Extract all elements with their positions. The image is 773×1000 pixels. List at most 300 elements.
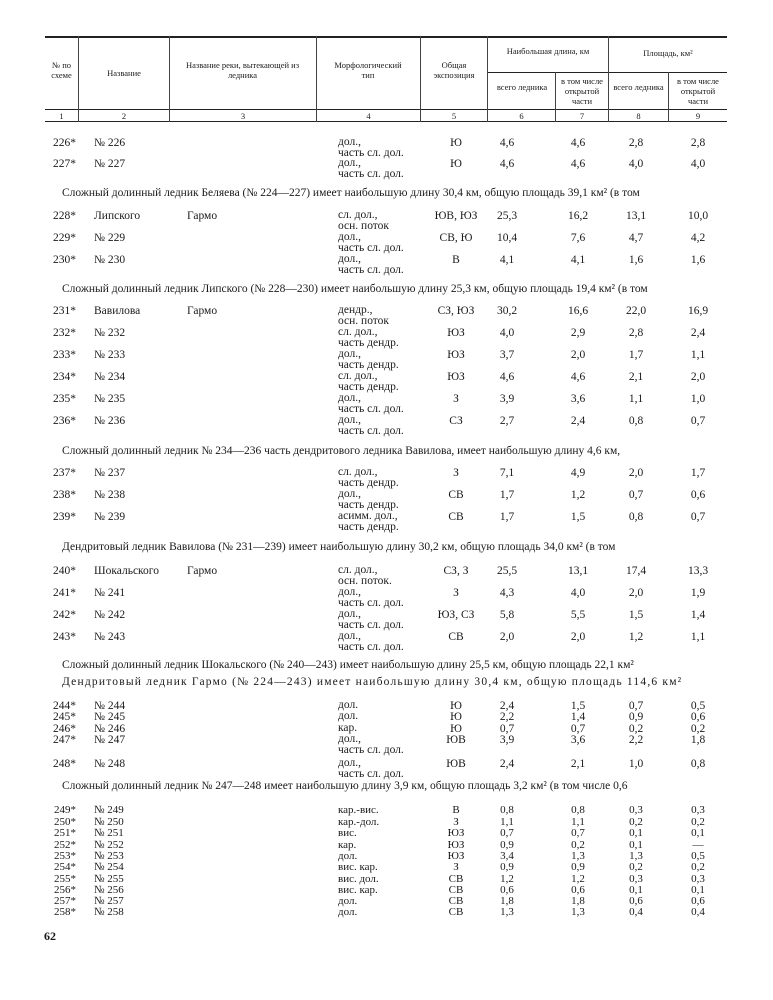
cell-name: № 250 [94, 816, 124, 828]
cell-area: 0,1 [629, 827, 643, 839]
cell-name: Шокальского [94, 565, 159, 577]
header-colnum: 8 [636, 111, 641, 121]
cell-exp: Ю [450, 711, 462, 723]
cell-name: Вавилова [94, 305, 141, 317]
cell-len: 1,2 [500, 873, 514, 885]
cell-no: 229* [53, 232, 76, 244]
cell-exp: ЮЗ [447, 349, 465, 361]
cell-name: № 244 [94, 700, 126, 712]
cell-no: 227* [53, 158, 76, 170]
cell-area: 0,3 [629, 873, 643, 885]
cell-no: 233* [53, 349, 76, 361]
morph-line: сл. дол., [338, 209, 378, 221]
cell-area: 2,8 [628, 137, 644, 149]
cell-open: 0,8 [571, 804, 585, 816]
header-colnum: 7 [579, 111, 585, 121]
cell-morph [338, 305, 389, 327]
cell-oarea: — [692, 839, 704, 851]
cell-no: 243* [53, 631, 76, 643]
cell-open: 2,1 [570, 758, 586, 770]
cell-name: № 246 [94, 723, 126, 735]
cell-oarea: 13,3 [687, 565, 709, 577]
table-row [0, 136, 773, 159]
cell-area: 0,1 [629, 839, 643, 851]
cell-name: № 257 [94, 895, 124, 907]
cell-oarea: 1,1 [690, 349, 706, 361]
cell-area: 0,6 [629, 895, 643, 907]
header-group-length: Наибольшая длина, км [506, 46, 590, 56]
cell-morph [338, 467, 399, 489]
table-row [0, 907, 773, 917]
cell-exp: ЮЗ [447, 371, 465, 383]
cell-oarea: 0,6 [691, 895, 705, 907]
cell-len: 3,7 [499, 349, 515, 361]
cell-open: 2,9 [570, 327, 586, 339]
cell-name: № 234 [94, 371, 126, 383]
cell-name: № 243 [94, 631, 126, 643]
morph-line: дол., [338, 757, 361, 769]
morph-line: асимм. дол., [338, 510, 398, 522]
table-row [0, 304, 773, 327]
cell-river: Гармо [187, 305, 218, 317]
cell-no: 248* [53, 758, 76, 770]
cell-open: 1,2 [571, 873, 585, 885]
morph-line: сл. дол., [338, 370, 378, 382]
cell-oarea: 1,0 [690, 393, 706, 405]
morph-line: дол., [338, 157, 361, 169]
cell-exp: СВ [448, 906, 464, 918]
cell-no: 230* [53, 254, 76, 266]
cell-morph [338, 254, 404, 276]
cell-len: 1,1 [500, 816, 514, 828]
cell-oarea: 0,2 [691, 861, 705, 873]
cell-morph [338, 511, 399, 533]
cell-len: 4,0 [499, 327, 515, 339]
cell-area: 2,0 [628, 467, 644, 479]
cell-morph [338, 565, 392, 587]
table-row [0, 231, 773, 254]
cell-no: 251* [54, 827, 76, 839]
cell-open: 4,0 [570, 587, 586, 599]
summary-line: Сложный долинный ледник Беляева (№ 224—227) имеет наибольшую длину 30,4 км, общую площадь 39,1 км² (в том [62, 187, 640, 199]
morph-line: сл. дол., [338, 326, 378, 338]
cell-area: 2,8 [628, 327, 644, 339]
table-row [0, 488, 773, 511]
cell-no: 242* [53, 609, 76, 621]
cell-name: № 236 [94, 415, 126, 427]
cell-name: № 242 [94, 609, 126, 621]
cell-morph: кар.-вис. [338, 804, 379, 816]
cell-no: 241* [53, 587, 76, 599]
cell-oarea: 0,8 [690, 758, 706, 770]
cell-morph [338, 371, 399, 393]
morph-line: дол., [338, 136, 361, 148]
cell-no: 252* [54, 839, 76, 851]
cell-morph: дол. [338, 699, 359, 711]
table-row [0, 896, 773, 906]
cell-area: 4,0 [628, 158, 644, 170]
header-col5: Общая экспозиция [433, 60, 475, 80]
cell-no: 256* [54, 884, 76, 896]
cell-no: 228* [53, 210, 76, 222]
morph-line: часть дендр. [338, 499, 399, 511]
cell-len: 0,9 [500, 861, 514, 873]
cell-open: 2,4 [570, 415, 586, 427]
cell-morph [338, 609, 404, 631]
cell-morph [338, 137, 404, 159]
header-col4: Морфологический тип [334, 60, 402, 80]
cell-area: 1,7 [628, 349, 644, 361]
cell-area: 4,7 [628, 232, 644, 244]
cell-name: № 229 [94, 232, 126, 244]
morph-line: дол., [338, 392, 361, 404]
cell-area: 2,1 [628, 371, 644, 383]
cell-area: 1,2 [628, 631, 644, 643]
cell-open: 7,6 [570, 232, 586, 244]
cell-open: 2,0 [570, 349, 586, 361]
header-group-rule [487, 72, 727, 73]
cell-oarea: 0,6 [690, 711, 706, 723]
cell-len: 0,9 [500, 839, 514, 851]
morph-line: дол., [338, 586, 361, 598]
morph-line: дол., [338, 253, 361, 265]
cell-len: 30,2 [496, 305, 518, 317]
cell-morph: дол. [338, 710, 359, 722]
summary-line: Дендритовый ледник Вавилова (№ 231—239) имеет наибольшую длину 30,2 км, общую площадь 34,0 км² (в том [62, 541, 616, 553]
cell-open: 1,2 [570, 489, 586, 501]
cell-name: № 255 [94, 873, 124, 885]
cell-open: 1,4 [570, 711, 586, 723]
cell-name: № 239 [94, 511, 126, 523]
cell-morph [338, 415, 404, 437]
cell-exp: СВ [448, 489, 464, 501]
table-row [0, 326, 773, 349]
cell-morph: вис. [338, 827, 357, 839]
col-divider [78, 36, 79, 122]
cell-open: 1,3 [571, 906, 585, 918]
cell-oarea: 0,1 [691, 827, 705, 839]
cell-river: Гармо [187, 565, 218, 577]
header-colnum: 6 [519, 111, 524, 121]
header-col1: № по схеме [51, 60, 72, 80]
cell-oarea: 1,8 [690, 734, 706, 746]
cell-open: 1,5 [570, 511, 586, 523]
cell-exp: СЗ [449, 415, 463, 427]
header-colnum: 1 [59, 111, 64, 121]
cell-area: 0,9 [628, 711, 644, 723]
cell-oarea: 0,3 [691, 873, 705, 885]
cell-oarea: 10,0 [687, 210, 709, 222]
morph-line: часть сл. дол. [338, 744, 404, 756]
cell-exp: ЮВ [446, 734, 466, 746]
cell-len: 3,4 [500, 850, 514, 862]
cell-open: 0,9 [571, 861, 585, 873]
table-row [0, 608, 773, 631]
cell-len: 2,7 [499, 415, 515, 427]
cell-no: 236* [53, 415, 76, 427]
cell-no: 245* [53, 711, 76, 723]
cell-name: № 233 [94, 349, 126, 361]
table-row [0, 874, 773, 884]
cell-area: 1,1 [628, 393, 644, 405]
cell-exp: ЮЗ [447, 850, 465, 862]
table-row [0, 370, 773, 393]
header-col3: Название реки, вытекающей из ледника [185, 60, 300, 80]
cell-oarea: 4,0 [690, 158, 706, 170]
cell-exp: З [453, 393, 459, 405]
cell-name: № 247 [94, 734, 126, 746]
table-row [0, 564, 773, 587]
cell-morph [338, 393, 404, 415]
cell-area: 0,3 [629, 804, 643, 816]
header-bottom-rule [45, 121, 727, 122]
morph-line: часть дендр. [338, 337, 399, 349]
cell-len: 2,4 [499, 758, 515, 770]
cell-open: 0,7 [570, 723, 586, 735]
col-divider [608, 36, 609, 122]
morph-line: часть сл. дол. [338, 425, 404, 437]
cell-name: № 249 [94, 804, 124, 816]
cell-morph [338, 349, 399, 371]
morph-line: дол., [338, 608, 361, 620]
cell-no: 235* [53, 393, 76, 405]
cell-morph [338, 758, 404, 780]
cell-open: 16,2 [567, 210, 589, 222]
cell-area: 0,2 [629, 861, 643, 873]
morph-line: часть дендр. [338, 521, 399, 533]
cell-no: 257* [54, 895, 76, 907]
cell-oarea: 1,1 [690, 631, 706, 643]
morph-line: дол., [338, 414, 361, 426]
cell-name: № 248 [94, 758, 126, 770]
table-row [0, 392, 773, 415]
cell-name: № 238 [94, 489, 126, 501]
table-row [0, 414, 773, 437]
col-divider [316, 36, 317, 122]
cell-len: 5,8 [499, 609, 515, 621]
cell-name: № 251 [94, 827, 124, 839]
table-row [0, 253, 773, 276]
morph-line: дол., [338, 231, 361, 243]
cell-name: № 237 [94, 467, 126, 479]
cell-no: 255* [54, 873, 76, 885]
cell-oarea: 2,8 [690, 137, 706, 149]
cell-len: 1,8 [500, 895, 514, 907]
cell-name: № 230 [94, 254, 126, 266]
table-row [0, 805, 773, 815]
header-colnum: 4 [366, 111, 371, 121]
cell-oarea: 2,0 [690, 371, 706, 383]
cell-len: 4,6 [499, 158, 515, 170]
cell-exp: З [453, 816, 459, 828]
header-colnum: 5 [451, 111, 457, 121]
cell-exp: СВ [448, 631, 464, 643]
cell-oarea: 0,2 [690, 723, 706, 735]
cell-oarea: 0,7 [690, 415, 706, 427]
cell-oarea: 0,1 [691, 884, 705, 896]
cell-open: 3,6 [570, 734, 586, 746]
cell-area: 0,8 [628, 511, 644, 523]
morph-line: часть сл. дол. [338, 403, 404, 415]
morph-line: часть сл. дол. [338, 264, 404, 276]
header-col8: всего ледника [613, 82, 664, 92]
cell-morph [338, 158, 404, 180]
cell-morph: дол. [338, 906, 358, 918]
cell-area: 1,3 [629, 850, 643, 862]
header-col2: Название [107, 68, 141, 78]
cell-name: № 256 [94, 884, 124, 896]
summary-line: Сложный долинный ледник № 247—248 имеет наибольшую длину 3,9 км, общую площадь 3,2 км² (в том числе 0,6 [62, 780, 628, 792]
cell-morph: вис. дол. [338, 873, 379, 885]
cell-exp: Ю [450, 700, 462, 712]
cell-no: 226* [53, 137, 76, 149]
morph-line: дол., [338, 733, 361, 745]
cell-name: № 226 [94, 137, 126, 149]
header-col7: в том числе открытой части [561, 76, 603, 106]
cell-name: № 232 [94, 327, 126, 339]
cell-exp: СВ [448, 873, 464, 885]
cell-oarea: 4,2 [690, 232, 706, 244]
cell-no: 250* [54, 816, 76, 828]
cell-len: 10,4 [496, 232, 518, 244]
cell-open: 4,1 [570, 254, 586, 266]
cell-exp: СЗ, З [443, 565, 469, 577]
cell-morph [338, 327, 399, 349]
cell-name: № 227 [94, 158, 126, 170]
cell-name: № 253 [94, 850, 124, 862]
table-row [0, 851, 773, 861]
cell-name: № 235 [94, 393, 126, 405]
header-top-rule [45, 36, 727, 38]
cell-oarea: 1,4 [690, 609, 706, 621]
cell-area: 0,4 [629, 906, 643, 918]
cell-area: 1,6 [628, 254, 644, 266]
cell-len: 2,0 [499, 631, 515, 643]
cell-area: 0,1 [629, 884, 643, 896]
cell-no: 249* [54, 804, 76, 816]
morph-line: дол., [338, 488, 361, 500]
cell-oarea: 2,4 [690, 327, 706, 339]
cell-no: 234* [53, 371, 76, 383]
morph-line: осн. поток. [338, 575, 392, 587]
cell-name: № 254 [94, 861, 124, 873]
morph-line: часть дендр. [338, 477, 399, 489]
cell-len: 1,3 [500, 906, 514, 918]
morph-line: часть сл. дол. [338, 619, 404, 631]
cell-no: 238* [53, 489, 76, 501]
cell-morph [338, 489, 399, 511]
cell-open: 4,6 [570, 137, 586, 149]
cell-len: 0,6 [500, 884, 514, 896]
cell-len: 4,3 [499, 587, 515, 599]
cell-morph: кар. [338, 839, 357, 851]
summary-line: Дендритовый ледник Гармо (№ 224—243) имеет наибольшую длину 30,4 км, общую площадь 114,6 км² [62, 676, 683, 688]
cell-morph [338, 232, 404, 254]
header-mid-rule [45, 109, 727, 110]
morph-line: осн. поток [338, 220, 390, 232]
cell-exp: ЮЗ [447, 827, 465, 839]
cell-len: 0,8 [500, 804, 514, 816]
cell-exp: Ю [450, 137, 462, 149]
cell-morph [338, 734, 404, 756]
cell-open: 5,5 [570, 609, 586, 621]
cell-morph: вис. кар. [338, 861, 378, 873]
table-row [0, 466, 773, 489]
cell-morph: дол. [338, 895, 358, 907]
cell-no: 247* [53, 734, 76, 746]
header-col6: всего ледника [496, 82, 548, 92]
cell-len: 4,6 [499, 371, 515, 383]
table-row [0, 348, 773, 371]
cell-len: 2,2 [499, 711, 515, 723]
cell-no: 232* [53, 327, 76, 339]
cell-exp: ЮЗ [447, 839, 465, 851]
cell-area: 2,2 [628, 734, 644, 746]
cell-open: 3,6 [570, 393, 586, 405]
cell-morph [338, 587, 404, 609]
cell-no: 239* [53, 511, 76, 523]
table-row [0, 209, 773, 232]
cell-name: № 245 [94, 711, 126, 723]
cell-morph [338, 210, 389, 232]
cell-morph: кар. [338, 722, 358, 734]
cell-open: 1,8 [571, 895, 585, 907]
header-group-area: Площадь, км² [643, 48, 693, 58]
cell-oarea: 1,9 [690, 587, 706, 599]
table-row [0, 862, 773, 872]
summary-line: Сложный долинный ледник № 234—236 часть дендритового ледника Вавилова, имеет наибольшую длину 4,6 км, [62, 445, 621, 457]
cell-open: 0,2 [571, 839, 585, 851]
cell-area: 0,7 [628, 700, 644, 712]
cell-area: 13,1 [625, 210, 647, 222]
cell-morph: дол. [338, 850, 358, 862]
cell-exp: СВ [448, 895, 464, 907]
table-row [0, 586, 773, 609]
cell-oarea: 16,9 [687, 305, 709, 317]
morph-line: часть сл. дол. [338, 147, 404, 159]
table-row [0, 840, 773, 850]
cell-exp: З [453, 861, 459, 873]
table-row [0, 885, 773, 895]
cell-exp: З [453, 587, 459, 599]
cell-open: 4,6 [570, 158, 586, 170]
col-divider [420, 36, 421, 122]
cell-area: 1,0 [628, 758, 644, 770]
cell-exp: СВ, Ю [439, 232, 473, 244]
cell-no: 258* [54, 906, 76, 918]
morph-line: дол., [338, 348, 361, 360]
cell-river: Гармо [187, 210, 218, 222]
table-row [0, 157, 773, 180]
table-row [0, 733, 773, 756]
table-header [45, 36, 727, 122]
col-divider [487, 36, 488, 122]
morph-line: часть дендр. [338, 359, 399, 371]
cell-oarea: 1,7 [690, 467, 706, 479]
summary-line: Сложный долинный ледник Шокальского (№ 240—243) имеет наибольшую длину 25,5 км, общую площадь 22,1 км² [62, 659, 634, 671]
cell-area: 0,8 [628, 415, 644, 427]
cell-morph: вис. кар. [338, 884, 378, 896]
cell-open: 4,9 [570, 467, 586, 479]
table-row [0, 630, 773, 653]
page-number: 62 [44, 929, 56, 943]
cell-morph [338, 631, 404, 653]
cell-oarea: 1,6 [690, 254, 706, 266]
cell-exp: Ю [450, 158, 462, 170]
cell-exp: В [452, 804, 460, 816]
cell-open: 0,6 [571, 884, 585, 896]
cell-oarea: 0,5 [691, 850, 705, 862]
